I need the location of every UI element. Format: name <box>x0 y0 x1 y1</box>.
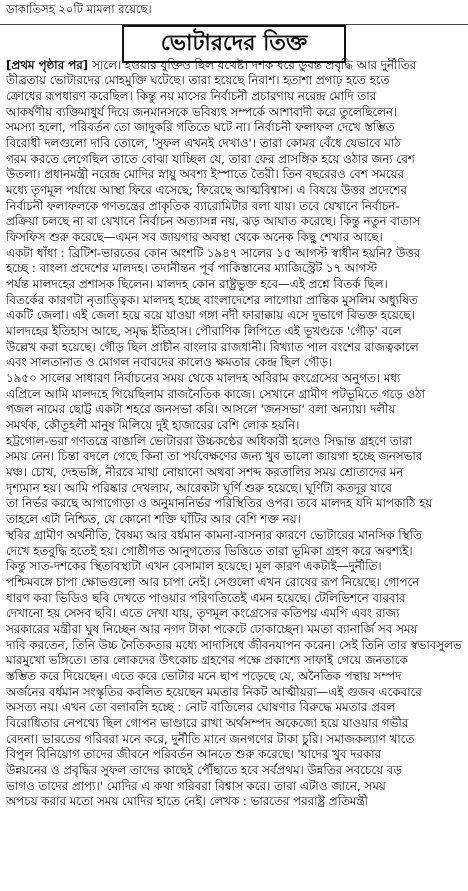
article-line: অপচয় করার মতো সময় মোদির হাতে নেই। লেখক : ভারতের পররাষ্ট্র প্রতিমন্ত্রী <box>6 794 368 809</box>
article-line: স্থবির গ্রামীণ অর্থনীতি, বৈষম্য আর বর্ধমান কামনা-বাসনার কারণে ভোটারের মানসিক স্থিতি <box>6 527 422 542</box>
article-line: উল্লেখ করা হয়েছে। গৌড় ছিল প্রাচীন বাংলার রাজধানী। বিখ্যাত পাল বংশের রাজত্বকালে <box>6 339 419 354</box>
headline-spacer <box>6 42 464 58</box>
headline-box: ভোটারদের তিক্ত <box>122 25 346 63</box>
article-line: ক্রোধের রূপধারণ করেছিল। কিন্তু নয় মাসের নির্বাচনী প্রচারণায় নরেন্দ্র মোদি তার <box>6 89 377 104</box>
article-line: কিন্তু সাত-দশকের স্থিতাবস্থাটা এখন বেসামাল হয়েছে। মূল কারণ একটাই—দুর্নীতি। <box>6 559 382 574</box>
article-line: উতলা। প্রধানমন্ত্রী নরেন্দ্র মোদির স্নায়ু অবশ্য ইস্পাতে তৈরী। তিন বছরেরও বেশ সময়ের <box>6 167 404 182</box>
article-line: বিরোধী দলগুলো দাবি তোলে, 'সুফল এখনই দেখাও'। তারা কোমর বেঁধে যেভাবে মাঠ <box>6 136 401 151</box>
article-line: তীব্রতায় ভোটারদের মোহমুক্তি ঘটেছে। তারা হয়েছে নিরাশ। হতাশা প্রগাঢ় হতে হতে <box>6 73 390 88</box>
article-line: মঞ্চ। চোখ, দেহভঙ্গি, নীরবে মাথা নোয়ানো অথবা সশব্দ করতালির সময় শ্রোতাদের মন <box>6 465 404 480</box>
article-line: অর্জনের বর্ধমান সংস্কৃতির কবলিত হয়েছেন মমতার নিকট আত্মীয়রা—এই গুজব একেবারে <box>6 684 422 699</box>
article-line: নির্বাচনী ফলাফলকে গণতন্ত্রের প্রাকৃতিক ব্যারোমিটার বলা যায়। তবে যেখানে নির্বাচন- <box>6 198 400 213</box>
article-line: স্তম্ভিত করে দিয়েছেন। এতে করে ভোটার মনে ছাপ পড়েছে যে, অনৈতিক পন্থায় সম্পদ <box>6 668 402 683</box>
article-line: দেখানো হয় সেসব ছবি। এতে দেখা যায়, তৃণমূল কংগ্রেসের কতিপয় এমপি এবং রাজ্য <box>6 606 400 621</box>
article-line: উন্নয়নের ও প্রবৃদ্ধির সুফল তাদের কাছেই পৌঁছাতে হবে সর্বপ্রথম। উন্নতির সবচেয়ে বড় <box>6 762 402 777</box>
article-line: সমস্যা হলো, পরিবর্তন তো জাদুকরি গতিতে ঘটে না। নির্বাচনী ফলাফল দেখে স্তম্ভিত <box>6 120 395 135</box>
article-line: একটা ধাঁধা : ব্রিটিশ-ভারতের কোন অংশটি ১৯৪৭ সালের ১৫ আগস্ট স্বাধীন হয়নি? উত্তর <box>6 245 421 260</box>
article-line: বিতর্কের কারণটা নৃতাত্ত্বিক। মালদহ হচ্ছে বাংলাদেশের লাগোয়া প্রান্তিক মুসলিম অধ্যুষিত <box>6 292 418 307</box>
previous-article-tail: ডাকাতিসহ ২০টি মামলা রয়েছে। <box>6 2 152 16</box>
article-line: পর্যন্ত মালদহের প্রশাসক ছিলেন। মালদহ কোন রাষ্ট্রভুক্ত হবে—এই প্রশ্নে বিতর্ক ছিল। <box>6 277 388 292</box>
article-line: মধ্যে তৃণমূল পর্যায়ে আস্থা ফিরে এসেছে; ফিরেছে আত্মবিশ্বাস। এ বিষয়ে উত্তর প্রদেশের <box>6 183 407 198</box>
continued-from-front-page-tag: [প্রথম পৃষ্ঠার পর] <box>6 57 93 72</box>
article-line: হচ্ছে : বাংলা প্রদেশের মালদহ। তদানীন্তন পূর্ব পাকিস্তানের ম্যাজিস্ট্রেট ১৭ আগস্ট <box>6 261 378 276</box>
article-line: সময় নেন। চিন্তা বদলে গেছে কিনা তা পর্যবেক্ষণের জন্য খুব ভালো জায়গা হচ্ছে জনসভার <box>6 449 423 464</box>
article-line: এবং সালতানাত ও মোগল নবাবদের কালেও ক্ষমতার কেন্দ্র ছিল গৌড়। <box>6 355 333 370</box>
article-line: ১৯৫০ সালের সাধারণ নির্বাচনের সময় থেকে মালদহ অবিরাম কংগ্রেসের অনুগত। মধ্য <box>6 371 401 386</box>
article-line <box>6 58 464 74</box>
article-line: তা নির্ভর করছে আগাগোড়া ও অনুমাননির্ভর পরিস্থিতির ওপর। তবে মালদহ যদি মাপকাঠি হয় <box>6 496 433 511</box>
article-line: সরকারের মন্ত্রীরা ঘুষ নিচ্ছেন আর নগদ টাকা পকেটে ঢোকাচ্ছেন। মমতা ব্যানার্জি সব সময় <box>6 621 418 636</box>
article-line: এপ্রিলে আমি মালদহে গিয়েছিলাম রাজনৈতিক কাজে। সেখানে গ্রামীণ পটভূমিতে গড়ে ওঠা <box>6 386 425 401</box>
article-line: গরম করতে লেগেছিল তাতে বোঝা যাচ্ছিল যে, তারা ফের প্রাসঙ্গিক হয়ে ওঠার জন্য বেশ <box>6 151 415 166</box>
article-line: বিপুল বিনিয়োগ তাদের জীবনে পরিবর্তন আনতে শুরু করেছে। 'যাদের খুব দরকার <box>6 747 381 762</box>
article-line: ধারণ করা ভিডিও ছবি দেখতে পাওয়ার পরিণতিতেই এমন হয়েছে। টেলিভিশনে বারবার <box>6 590 406 605</box>
article-line-text: সালে। হওয়ার যুক্তিও ছিল যথেষ্ট। দশক ধরে ডুবন্ত প্রবৃদ্ধি আর দুর্নীতির <box>92 57 417 72</box>
article-line: পশ্চিমবঙ্গে চাপা ক্ষোভগুলো আর চাপা নেই। সেগুলো এখন রোষের রূপ নিয়েছে। গোপনে <box>6 574 420 589</box>
article-line: গজল নামের ছোট্ট একটা শহরে জনসভা করি। আসলে 'জনসভা' বলা অন্যায়। দলীয় <box>6 402 396 417</box>
article-body <box>6 42 464 810</box>
article-line: দাবি করতেন, তিনি উচ্চ নৈতিকতার মধ্যে সাদাসিধে জীবনযাপন করেন। সেই তিনি তার স্বভাবসুলভ <box>6 637 462 652</box>
article-line: অসত্য নয়। এখন তো বলাবলি হচ্ছে : নোট বাতিলের ঘোষণার বিরুদ্ধে মমতার প্রবল <box>6 700 396 715</box>
article-line: ভাগও তাদের প্রাপ্য।' মোদির এ কথা গরিবরা বিশ্বাস করে। তারা এটাও জানে, সময় <box>6 778 386 793</box>
article-line: একটি জেলা। এই জেলা হয়ে বয়ে যাওয়া গঙ্গা নদী ফারাক্কায় এসে দুভাগে বিভক্ত হয়েছে। <box>6 308 415 323</box>
article-line: তাহলে এটা নিশ্চিত, যে কোনো শক্তি ঘাঁটির আর বেশি শক্ত নয়। <box>6 512 301 527</box>
article-line: সমর্থক, কৌতূহলী মানুষ মিলিয়ে দুই হাজারের বেশি লোক হয়নি। <box>6 418 300 433</box>
article-line: আকর্ষণীয় ব্যক্তিমাধুর্য দিয়ে জনমানসকে ভবিষ্যৎ সম্পর্কে আশাবাদী করে তুলেছিলেন। <box>6 104 398 119</box>
article-line: দৃশ্যমান হয়। আমি পরিষ্কার দেখলাম, আরেকটা ঘূর্ণি শুরু হয়েছে। ঘূর্ণিটা কতদূর যাবে <box>6 480 392 495</box>
article-line: ফিসফিস শুরু করেছে—এমন সব জায়গার অবস্থা থেকে অনেক কিছু শেখার আছে। <box>6 230 383 245</box>
article-line: মারমুখো ভঙ্গিতে। তার লোকদের উৎকোচ গ্রহণের পক্ষে প্রকাশ্যে সাফাই গেয়ে জনতাকে <box>6 653 408 668</box>
article-line: হট্টগোল-ভরা গণতন্ত্রে বাঙালি ভোটাররা উচ্চকণ্ঠের অধিকারী হলেও সিদ্ধান্ত গ্রহণে তারা <box>6 433 413 448</box>
article-line: প্রক্রিয়া চলছে না বা যেখানে নির্বাচন অত্যাসন্ন নয়, ঝড় আঘাত করেছে। কিন্তু নতুন বাতাস <box>6 214 421 229</box>
article-line: বিরোধিতার নেপথ্যে ছিল গোপন ভাণ্ডারে রাখা অর্থসম্পদ অকেজো হয়ে যাওয়ার গভীর <box>6 715 409 730</box>
article-line: বেদনা। ভারতের গরিবরা মনে করে, দুর্নীতি মানে জনগণের টাকা চুরি। সমাজকল্যাণ খাতে <box>6 731 415 746</box>
article-line: মালদহের ইতিহাস আছে, সমৃদ্ধ ইতিহাস। পৌরাণিক লিপিতে এই ভূখণ্ডকে 'গৌড়' বলে <box>6 324 402 339</box>
article-line: দেখে হতবুদ্ধি হতেই হয়। গোষ্ঠীগত আনুগত্যের ভিত্তিতে তারা ভূমিকা গ্রহণ করে অবশ্যই। <box>6 543 413 558</box>
